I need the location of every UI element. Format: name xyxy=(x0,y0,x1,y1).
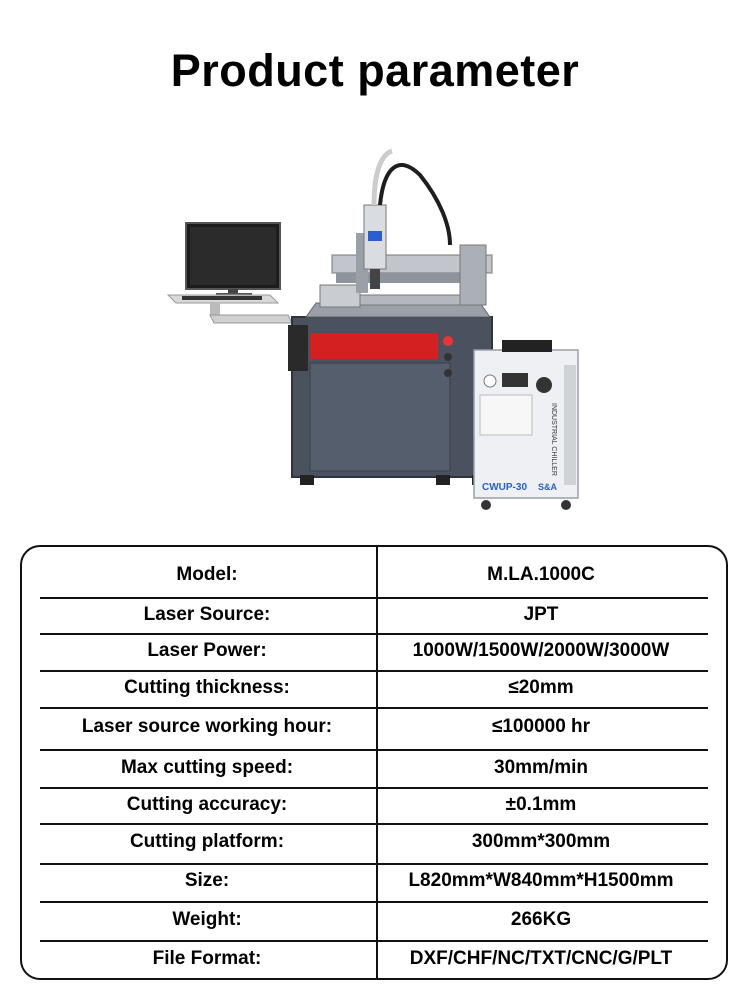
spec-row-max-cutting-speed xyxy=(40,749,708,787)
spec-value: ±0.1mm xyxy=(505,794,577,815)
spec-key: File Format: xyxy=(152,948,262,969)
spec-row-cutting-accuracy xyxy=(40,787,708,823)
chiller-model-label: CWUP-30 xyxy=(482,482,528,493)
spec-value: 266KG xyxy=(510,909,572,930)
chiller-brand-label: S&A xyxy=(538,482,558,492)
laser-machine-image xyxy=(160,145,590,520)
spec-key: Max cutting speed: xyxy=(120,757,294,778)
page-title: Product parameter xyxy=(170,45,580,96)
spec-key: Cutting accuracy: xyxy=(126,794,288,815)
spec-key: Model: xyxy=(176,564,238,585)
spec-key: Size: xyxy=(184,870,230,891)
spec-table xyxy=(20,545,728,980)
spec-row-weight xyxy=(40,901,708,939)
spec-value: L820mm*W840mm*H1500mm xyxy=(408,870,674,891)
monitor xyxy=(168,223,292,323)
spec-row-laser-source xyxy=(40,597,708,633)
chiller-label: INDUSTRIAL CHILLER xyxy=(550,403,557,476)
spec-value: 300mm*300mm xyxy=(471,831,611,852)
spec-value: DXF/CHF/NC/TXT/CNC/G/PLT xyxy=(409,948,673,969)
spec-row-model xyxy=(40,557,708,593)
spec-value: JPT xyxy=(523,604,559,625)
spec-row-laser-power xyxy=(40,633,708,669)
spec-row-working-hour xyxy=(40,707,708,747)
spec-key: Cutting platform: xyxy=(129,831,285,852)
spec-value: 1000W/1500W/2000W/3000W xyxy=(412,640,670,661)
spec-value: ≤20mm xyxy=(508,677,574,698)
spec-row-cutting-platform xyxy=(40,823,708,861)
spec-row-file-format xyxy=(40,940,708,978)
chiller xyxy=(474,340,578,510)
spec-row-cutting-thickness xyxy=(40,670,708,706)
spec-value: 30mm/min xyxy=(494,757,588,778)
spec-key: Laser Power: xyxy=(147,640,267,661)
gantry xyxy=(332,151,492,305)
spec-key: Laser source working hour: xyxy=(81,716,333,737)
spec-value: M.LA.1000C xyxy=(487,564,595,585)
cabinet xyxy=(288,317,492,485)
spec-key: Laser Source: xyxy=(143,604,271,625)
spec-key: Cutting thickness: xyxy=(124,677,290,698)
spec-row-size xyxy=(40,863,708,899)
spec-value: ≤100000 hr xyxy=(491,716,591,737)
spec-key: Weight: xyxy=(172,909,242,930)
